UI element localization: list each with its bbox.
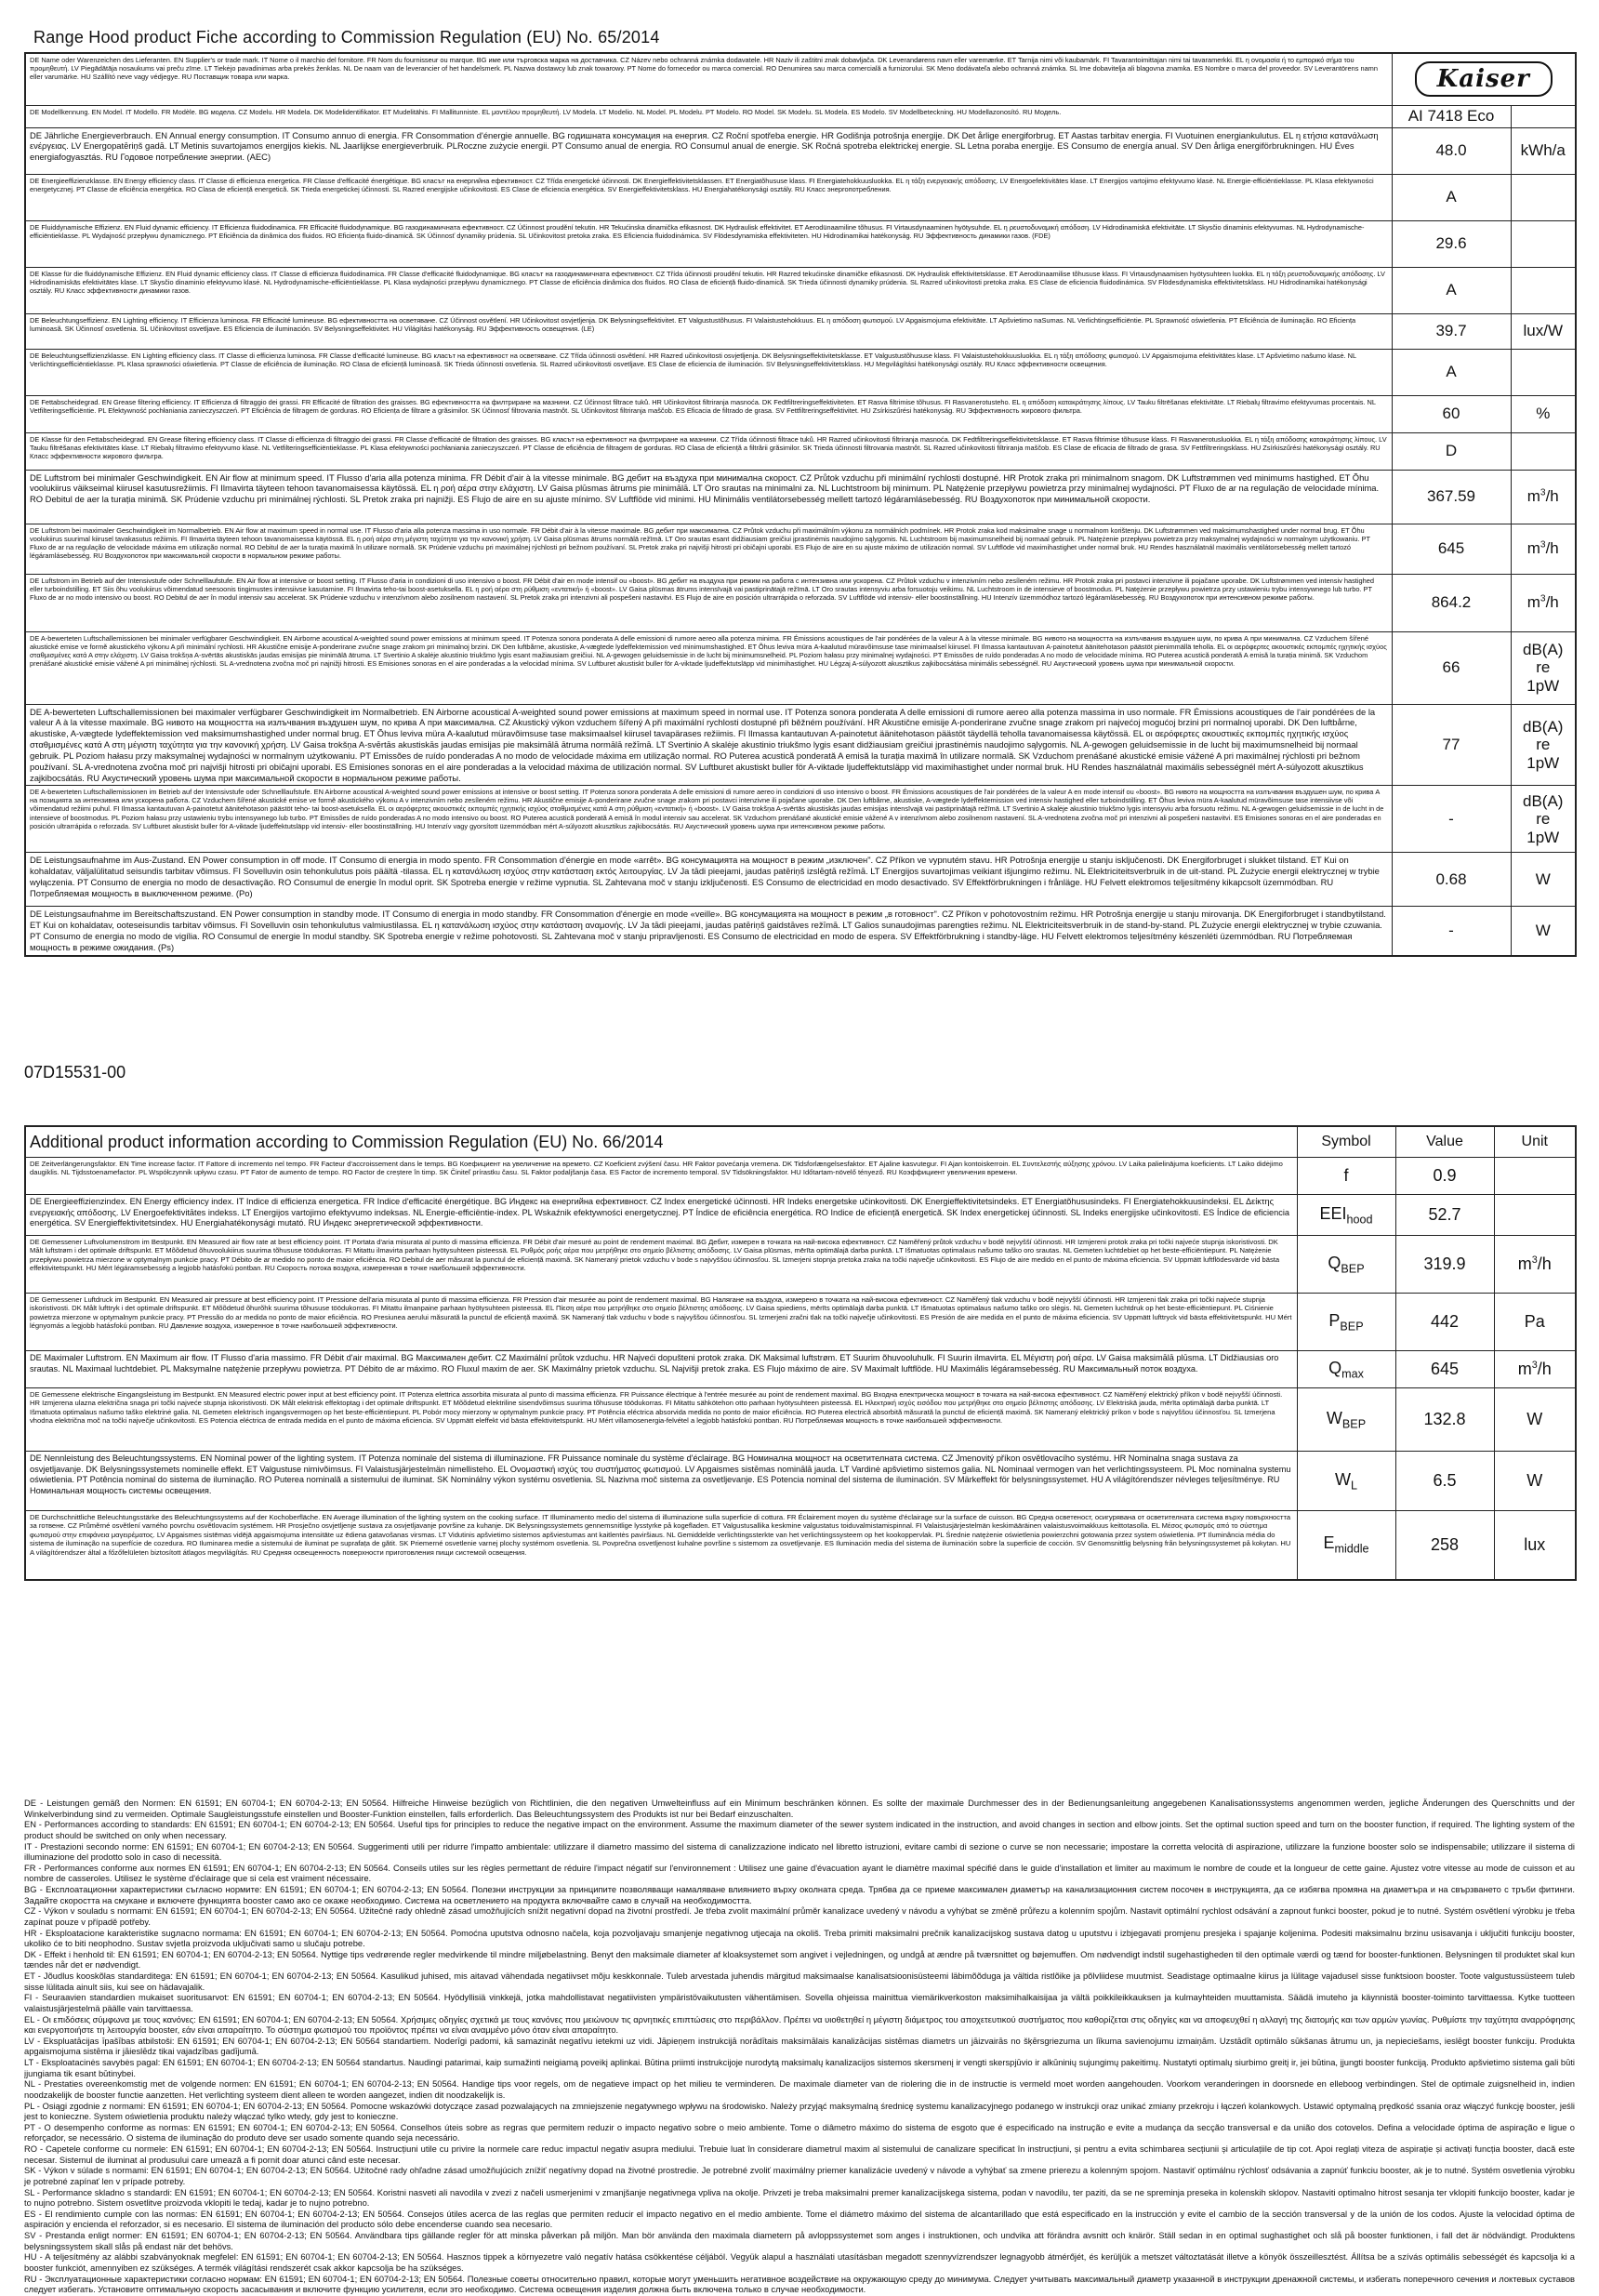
fiche-row-description: DE Modellkennung. EN Model. IT Modello. FR Modèle. BG модела. CZ Modelu. HR Modela. DK Modelidentifikator. ET Mudelitähis. FI Mallitunniste. EL μοντέλου προμηθευτή. LV Modela. LT Modelio. NL Model. PL Modelu. PT Modelo. RO Model. SK Modelu. SL Modela. ES Modelo. SV Modellbeteckning. HU Modellazonosító. RU Модель. bbox=[25, 105, 1392, 127]
fiche-row bbox=[25, 631, 1576, 704]
fiche-row-value: AI 7418 Eco bbox=[1392, 105, 1511, 127]
additional-title: Additional product information according to Commission Regulation (EU) No. 66/2014 bbox=[25, 1126, 1297, 1158]
fiche-row bbox=[25, 174, 1576, 220]
fiche-row-unit: $m^3/h$ bbox=[1511, 574, 1576, 631]
footer-note: NL - Prestaties overeenkomstig met de volgende normen: EN 61591; EN 60704-1; EN 60704-2-13; EN 50564. Handige tips voor regels, om de negatieve impact op het milieu te verminderen. De maximale diameter van de riolering die in de instructie is vermeld moet worden aangehouden. Voorkom veranderingen in doorsnede en elleboog verbindingen. Stel de optimale zuigsnelheid in, indien noodzakelijk de booster functie aanzetten. Het verlichting systeem dient alleen te worden aangezet, indien dit noodzakelijk is. bbox=[24, 2079, 1575, 2100]
fiche-row-unit bbox=[1511, 220, 1576, 267]
additional-row-value: 319.9 bbox=[1395, 1236, 1494, 1294]
fiche-row-description: DE A-bewerteten Luftschallemissionen bei maximaler verfügbarer Geschwindigkeit im Normalbetrieb. EN Airborne acoustical A-weighted sound power emissions at maximum speed in normal use. IT Potenza sonora ponderata A delle emissioni di rumore aereo alla potenza massima in uso normale. FR Émissions acoustiques de l'air pondérées de la valeur A à la vitesse maximale. BG нивото на мощността на излъчвания въздушен шум, по крива А при максимална. CZ Akustický výkon vzduchem šířený A při maximální rychlosti dostupné při běžném používání. HR Akustične emisije A-ponderirane zvučne snage zrakom pri najvećoj mogućoj brzini pri normalnoj uporabi. DK Den luftbårne, akustiske, A-vægtede lydeffektemission ved maksimumshastighed under normal brug. ET Õhus leviva müra A-kaalutud müravõimsuse tase maksimaalsel kiirusel tavapärases režiimis. FI Ilmassa kantautuvan A-painotetut äänitehotason päästöt täydellä teholla tavanomaisessa käytössä. EL οι αερόφερτες ακουστικές εκπομπές ηχητικής ισχύος σταθμισμένες κατά Α στη μέγιστη ταχύτητα για την κανονική χρήση. LV Gaisa trokšņa A-svērtās akustiskās jaudas emisijas pie maksimālā ātruma normālā režīmā. LT Svertinio A skalėje akustinio triukšmo lygis esant didžiausiam greičiui įprastinėmis naudojimo sąlygomis. NL A-gewogen geluidsemissie in de lucht bij maximumsnelheid bij normaal gebruik. PL Poziom hałasu przy maksymalnej wydajności w normalnym użytkowaniu. PT Emissões de ruído ponderadas A no modo de velocidade máxima em utilização normal. RO Puterea acustică ponderată A emisă la turația maximă în utilizare normală. SK Vzduchom prenášané akustické emisie vážené A pri maximálnej rýchlosti pri bežnom používaní. SL A-vrednotena zvočna moč pri najvišji hitrosti pri običajni uporabi. ES Emisiones sonoras en el aire ponderadas a la velocidad máxima de utilización normal. SV Luftburet akustiskt buller för A-viktade ljudeffektutsläpp vid maximihastighet under normal bruk. HU Rendes használatnál maximális sebességnél mért A-súlyozott akusztikus zajkibocsátás. RU Акустический уровень шума при максимальной скорости в нормальном режиме работы. bbox=[25, 704, 1392, 786]
additional-row-symbol: $EEI_{hood}$ bbox=[1297, 1195, 1395, 1236]
fiche-row-description: DE Leistungsaufnahme im Aus-Zustand. EN Power consumption in off mode. IT Consumo di energia in modo spento. FR Consommation d'énergie en mode «arrêt». BG консумацията на мощност в режим „изключен". CZ Příkon ve vypnutém stavu. HR Potrošnja energije u stanju isključenosti. DK Energiforbruget i slukket tilstand. ET Kui on kohaldatav, väljalülitatud seisundis tarbitav võimsus. FI Sovelluvin osin tehonkulutus pois päältä -tilassa. EL η κατανάλωση ισχύος στην κατάσταση εκτός λειτουργίας. LV Ja tādi pieejami, jaudas patēriņš izslēgtā režīmā. LT Energijos suvartojimas veikiant išjungimo režimu. NL Elektriciteitsverbruik in de uit-stand. PL Zużycie energii elektrycznej w trybie wyłączenia. PT Consumo de energia no modo de desactivação. RO Consumul de energie în modul oprit. SK Spotreba energie v režime vypnutia. SL Zahtevana moč v stanju izključenosti. ES Consumo de electricidad en modo desactivado. SV Effektförbrukningen i frånläge. HU Felvett elektromos teljesítmény kikapcsolt üzemmódban. RU Потребляемая мощность в выключенном режиме. (Po) bbox=[25, 853, 1392, 907]
fiche-row-value: A bbox=[1392, 267, 1511, 313]
fiche-row-value: - bbox=[1392, 786, 1511, 853]
fiche-row-unit: $m^3/h$ bbox=[1511, 470, 1576, 524]
footer-note: SL - Performance skladno s standardi: EN 61591; EN 60704-1; EN 60704-2-13; EN 50564. Koristni nasveti ali navodila v zvezi z načeli usmerjenimi v zmanjšanje negativnega vpliva na okolje. Privzeti je treba maksimalni premer kanalizacijskega sistema, podan v navodilu, ter paziti, da se ne spreminja preseka in kolenskih sklopov. Nastaviti optimalno hitrost sesanja ter vklopiti funkcijo booster, kadar je to nujno potrebno. Sistem osvetlitve proizvoda vklopiti le tedaj, kadar je to nujno potrebno. bbox=[24, 2187, 1575, 2209]
additional-row-description: DE Nennleistung des Beleuchtungssystems. EN Nominal power of the lighting system. IT Potenza nominale del sistema di illuminazione. FR Puissance nominale du système d'éclairage. BG Номинална мощност на осветителната система. CZ Jmenovitý příkon osvětlovacího systému. HR Nominalna snaga sustava za osvjetljavanje. DK Belysningssystemets nominelle effekt. ET Valgustuse nimivõimsus. FI Valaistusjärjestelmän nimellisteho. EL Ονομαστική ισχύς του συστήματος φωτισμού. LV Apgaismes sistēmas nominālā jauda. LT Vardinė apšvietimo sistemos galia. NL Nominaal vermogen van het verlichtingssysteem. PL Moc nominalna systemu oświetlenia. PT Potência nominal do sistema de iluminação. RO Puterea nominală a sistemului de iluminat. SK Nominálny výkon systému osvetlenia. SL Nazivna moč sistema za osvetljevanje. ES Potencia nominal del sistema de iluminación. SV Märkeffekt för belysningssystemet. HU A világítórendszer névleges teljesítménye. RU Номинальная мощность системы освещения. bbox=[25, 1452, 1297, 1511]
additional-row-value: 6.5 bbox=[1395, 1452, 1494, 1511]
footer-note: DK - Effekt i henhold til: EN 61591; EN 60704-1; EN 60704-2-13; EN 50564. Nyttige tips vedrørende regler medvirkende til mindre miljøbelastning. Benyt den maksimale diameter af kloaksystemet som angivet i vejledningen, og undgå at ændre på tværsnittet og bøjemuffen. Om nødvendigt indstil sugehastigheden til den optimale værdi og tænd for booster-funktionen. Belysningen til produktet skal kun tændes når det er nødvendigt. bbox=[24, 1949, 1575, 1971]
additional-row bbox=[25, 1294, 1576, 1351]
fiche-row-unit: $m^3/h$ bbox=[1511, 524, 1576, 574]
additional-row-description: DE Gemessene elektrische Eingangsleistung im Bestpunkt. EN Measured electric power input at best efficiency point. IT Potenza elettrica assorbita misurata al punto di massima efficienza. FR Puissance électrique à l'entrée mesurée au point de rendement maximal. BG Входна електрическа мощност в точката на най-висока ефективност. CZ Naměřený elektrický příkon v bodě nejvyšší účinnosti. HR Izmjerena ulazna električna snaga pri točki najveće stupnja iskoristivosti. DK Målt elektrisk effektoptag i det optimale driftspunkt. ET Mõõdetud elektriline sisendvõimsus suurima tõhususe töödukorras. FI Mitattu sähkötehon otto parhaan hyötysuhteen pisteessä. EL Ηλεκτρική ισχύς εισόδου που μετρήθηκε στο σημείο βέλτιστης απόδοσης. LV Elektriskā jauda, mērīta optimālajā darba punktā. LT Išmatuota optimalaus našumo taško elektrinė galia. NL Gemeten elektrisch ingangsvermogen op het beste-efficiëntiepunt. PL Pobór mocy mierzony w optymalnym punkcie pracy. PT Potência eléctrica absorvida medida no ponto de maior eficiência. RO Puterea electrică absorbită măsurată la punctul de eficiență maximă. SK Nameraný elektrický príkon v bode s najvyššou účinnosťou. SL Izmerjena vhodna električna moč na točki največje učinkovitosti. ES Potencia eléctrica de entrada medida en el punto de máxima eficiencia. SV Uppmätt eleffekt vid bästa effektivitetspunkt. HU Mért villamosenergia-felvétel a legjobb hatásfokú pontban. RU Потребляемая мощность в точке наибольшей эффективности. bbox=[25, 1388, 1297, 1452]
document-code: 07D15531-00 bbox=[24, 1063, 126, 1082]
fiche-table bbox=[24, 52, 1577, 957]
fiche-row-unit bbox=[1511, 349, 1576, 395]
fiche-row bbox=[25, 432, 1576, 470]
additional-row-description: DE Maximaler Luftstrom. EN Maximum air flow. IT Flusso d'aria massimo. FR Débit d'air maximal. BG Максимален дебит. CZ Maximální průtok vzduchu. HR Najveći dopušteni protok zraka. DK Maksimal luftstrøm. ET Suurim õhuvooluhulk. FI Suurin ilmavirta. EL Μέγιστη ροή αέρα. LV Gaisa maksimālā plūsma. LT Didžiausias oro srautas. NL Maximaal luchtdebiet. PL Maksymalne natężenie przepływu powietrza. PT Débito de ar máximo. RO Fluxul maxim de aer. SK Maximálny prietok vzduchu. SL Najvišji pretok zraka. ES Flujo máximo de aire. SV Maximalt luftflöde. HU Maximális légáramsebesség. RU Максимальный поток воздуха. bbox=[25, 1351, 1297, 1388]
additional-row-unit: $m^3/h$ bbox=[1494, 1351, 1576, 1388]
fiche-row-unit: % bbox=[1511, 395, 1576, 432]
additional-row-symbol: $Q_{BEP}$ bbox=[1297, 1236, 1395, 1294]
footer-notes bbox=[24, 1798, 1575, 2295]
additional-row-description: DE Zeitverlängerungsfaktor. EN Time increase factor. IT Fattore di incremento nel tempo. FR Facteur d'accroissement dans le temps. BG Коефициент на увеличение на времето. CZ Koeficient zvýšení času. HR Faktor povećanja vremena. DK Tidsforlængelsesfaktor. ET Ajaline kasvutegur. FI Ajan kontoiskerroin. EL Συντελεστής αύξησης χρόνου. LV Laika palielinājuma koeficients. LT Laiko didėjimo daugiklis. NL Tijdsstoenamefactor. PL Współczynnik upływu czasu. PT Fator de aumento de tempo. RO Factor de creștere în timp. SK Činiteľ prírastku času. SL Faktor podaljšanja časa. ES Factor de incremento temporal. SV Tidsökningsfaktor. HU Időtartam-növelő tényező. RU Коэффициент увеличения времени. bbox=[25, 1158, 1297, 1195]
additional-row-unit bbox=[1494, 1195, 1576, 1236]
additional-row-value: 442 bbox=[1395, 1294, 1494, 1351]
fiche-row bbox=[25, 105, 1576, 127]
footer-note: PT - O desempenho conforme as normas: EN 61591; EN 60704-1; EN 60704-2-13; EN 50564. Conselhos úteis sobre as regras que permitem reduzir o impacto negativo sobre o meio ambiente. Tome o diâmetro máximo do sistema de esgoto que é especificado na instrução e evite a mudança da secção transversal e da união dos cotovelos. Defina a velocidade óptima de aspiração e ligue o reforçador, se necessário. O sistema de iluminação do produto deve ser usado somente quando seja necessário. bbox=[24, 2122, 1575, 2143]
fiche-row bbox=[25, 220, 1576, 267]
footer-note: FI - Seuraavien standardien mukaiset suoritusarvot: EN 61591; EN 60704-1; EN 60704-2-13; EN 50564. Hyödyllisiä vinkkejä, jotka mahdollistavat negatiivisten ympäristövaikutusten vähentämisen. Sovella ohjeissa mainittua viemärikverkoston maksimihalkaisijaa ja vältä poikkileikkauksen ja kulmayhteiden muuttamista. Säädä imuteho ja käynnistä booster-toiminto tarvittaessa. Kytke tuotteen valaistusjärjestelmä päälle vain tarvittaessa. bbox=[24, 1993, 1575, 2013]
additional-row-unit: $m^3/h$ bbox=[1494, 1236, 1576, 1294]
fiche-row bbox=[25, 349, 1576, 395]
brand-logo-cell bbox=[1392, 53, 1576, 105]
additional-row-description: DE Gemessener Luftvolumenstrom im Bestpunkt. EN Measured air flow rate at best efficiency point. IT Portata d'aria misurata al punto di massima efficienza. FR Débit d'air mesuré au point de rendement maximal. BG Дебит, измерен в точката на най-висока ефективност. CZ Naměřený průtok vzduchu v bodě nejvyšší účinnosti. HR Izmjereni protok zraka pri točki najveće stupnja iskoristivosti. DK Målt luftstrøm i det optimale driftspunkt. ET Mõõdetud õhuvoolukiirus suurima tõhususe töödukorras. FI Mitattu ilmavirta parhaan hyötysuhteen pisteessä. EL Ρυθμός ροής αέρα που μετρήθηκε στο σημείο βέλτιστης απόδοσης. LV Gaisa plūsmas, mērīta optimālajā darba punktā. LT Išmatuotas optimalaus našumo taško oro srautas. NL Gemeten luchtdebiet op het beste-efficiëntiepunt. PL Natężenie przepływu powietrza mierzone w optymalnym punkcie pracy. PT Débito de ar medido no ponto de maior eficiência. RO Debitul de aer măsurat la punctul de eficiență maximă. SK Nameraný prietok vzduchu v bode s najvyššou účinnosťou. SL Izmerjeni stopnja pretoka zraka na točki največje učinkovitosti. ES Flujo de aire medido en el punto de máxima eficiencia. SV Uppmätt luftflödesvärde vid bästa effektivitetspunkt. HU Mért légáramsebesség a legjobb hatásfokú pontban. RU Скорость потока воздуха, измеренная в точке наибольшей эффективности. bbox=[25, 1236, 1297, 1294]
additional-row-value: 132.8 bbox=[1395, 1388, 1494, 1452]
unit-header: Unit bbox=[1494, 1126, 1576, 1158]
additional-row-description: DE Durchschnittliche Beleuchtungsstärke des Beleuchtungssystems auf der Kochoberfläche. EN Average illumination of the lighting system on the cooking surface. IT Illuminamento medio del sistema di illuminazione sulla superficie di cottura. FR Éclairement moyen du système d'éclairage sur la surface de cuisson. BG Средна осветеност, осигурявана от осветителната система върху повърхността за готвене. CZ Průměrné osvětlení varného povrchu osvětlovacím systémem. HR Prosječno osvjetljenje sustava za osvjetljavanje površine za kuhanje. DK Belysningssystemets gennemsnitlige lysstyrke på kogefladen. ET Valgustusallika keskmine valgustatus toiduvalmistamispinnal. FI Valaistusjärjestelmän keskimääräinen valaistusvoimakkuus keittotasolla. EL Μέσος φωτισμός από το σύστημα φωτισμού στην επιφάνεια μαγειρέματος. LV Apgaismes sistēmas vidējā apgaismojuma intensitāte uz ēdiena gatavošanas virsmas. LT Vidutinis apšvietimo sistemos apšviestumas ant kaitlentės paviršiaus. NL Gemiddelde verlichtingssterkte van het verlichtingssysteem op het kookoppervlak. PL Średnie natężenie oświetlenia powierzchni gotowania przez system oświetlenia. PT Iluminância média do sistema de iluminação na superfície de cozedura. RO Iluminarea medie a sistemului de iluminat pe suprafața de gătit. SK Priemerné osvetlenie varnej plochy systémom osvetlenia. SL Povprečna osvetljenost kuhalne površine s sistemom za osvetljevanje. ES Iluminación media del sistema de iluminación sobre la superficie de cocción. SV Genomsnittlig belysning från belysningssystemet på kokytan. HU A világítórendszer által a főzőfelületen biztosított átlagos megvilágítás. RU Средняя освещенность поверхности приготовления пищи системой освещения. bbox=[25, 1511, 1297, 1580]
fiche-row-value: 48.0 bbox=[1392, 127, 1511, 174]
fiche-row-unit bbox=[1511, 105, 1576, 127]
fiche-row-description: DE Klasse für den Fettabscheidegrad. EN Grease filtering efficiency class. IT Classe di efficienza di filtraggio dei grassi. FR Classe d'efficacité de filtration des graisses. BG класът на ефективност на филтриране на мазнини. CZ Třída účinnosti filtrace tuků. HR Razred učinkovitosti filtriranja masnoća. DK Fedtfiltreringseffektivitetsklasse. ET Rasva filtrimise tõhususe klass. FI Rasvanerotusluokka. EL η τάξη απόδοσης κατακράτησης λίπους. LV Tauku filtrēšanas efektivitātes klase. LT Riebalų filtravimo efektyvumo klasė. NL Vetfilteringsefficiëntieklasse. PL Klasa efektywności pochłaniania zanieczyszczeń. PT Classe de eficiência de filtragem de gorduras. RO Clasa de eficiență a filtrării grăsimilor. SK Trieda účinnosti filtrovania mastnôt. SL Razred učinkovitosti filtriranja maščob. ES Clase de eficacia de filtrado de grasa. SV Fettfiltreringsklass. HU Zsírkiszűrési hatékonysági osztály. RU Класс эффективности жирового фильтра. bbox=[25, 432, 1392, 470]
fiche-row-value: 29.6 bbox=[1392, 220, 1511, 267]
additional-row-symbol: $W_L$ bbox=[1297, 1452, 1395, 1511]
footer-note: IT - Prestazioni secondo norme: EN 61591; EN 60704-1; EN 60704-2-13; EN 50564. Suggerimenti utili per ridurre l'impatto ambientale: utilizzare il diametro massimo del sistema di canalizzazione indicato nel libretto istruzioni, evitare cambi di sezione o curve se non necessarie; impostare la corretta velocità di aspirazione, utilizzare la funzione booster solo se indispensabile; utilizzare il sistema di illuminazione del prodotto solo in caso di necessità. bbox=[24, 1841, 1575, 1863]
fiche-row bbox=[25, 127, 1576, 174]
fiche-row-description: DE Luftstrom im Betrieb auf der Intensivstufe oder Schnelllaufstufe. EN Air flow at intensive or boost setting. IT Flusso d'aria in condizioni di uso intensivo o boost. FR Débit d'air en mode intensif ou «boost». BG дебит на въздуха при режим на работа с интензивна или ускорена. CZ Průtok vzduchu v intenzivním nebo zesíleném režimu. HR Protok zraka pri postavci intenzivne ili pojačane uporabe. DK Luftstrømmen ved intensiv hastighed eller turboindstilling. ET Siis õhu voolukiirus võimendatud seesoonis tingimustes intensiivse kasutamine. FI Ilmavirta teho-tai boost-asetuksella. EL η ροή αέρα στη ρύθμιση «εντατική» ή «boost». LV Gaisa plūsmas ātrums intensīvajā vai pastiprinātajā režīmā. LT Oro srautas intensyviu arba forsuotoju veikimu. NL Luchtstroom in de intensieve of boostmodus. PL Natężenie przepływu powietrza przy ustawieniu trybu intensywnego lub turbo. PT Fluxo de ar no modo intensivo ou boost. RO Debitul de aer în modul intensiv sau accelerat. SK Prúdenie vzduchu v intenzívnom alebo zosilnenom nastavení. SL Pretok zraka pri intenzivni ali pospešeni nastavitvi. ES Flujo de aire en posición ultrarrápida o reforzada. SV Luftflöde vid intensiv- eller boostinställning. HU Intenzív üzemmódhoz tartozó légáramlásebesség. RU Воздухопоток при интенсивном режиме работы. bbox=[25, 574, 1392, 631]
footer-note: LV - Ekspluatācijas īpašības atbilstoši: EN 61591; EN 60704-1; EN 60704-2-13; EN 50564 standartiem. Noderīgi padomi, kā samazināt negatīvu ietekmi uz vidi. Jāpieņem instrukcijā norādītais maksimālais kanalizācijas sistēmas diametrs un jāizvairās no šķērsgriezuma un līkuma savienojumu izmaiņām. Uzstādīt optimālo sūkšanas ātrumu un, ja nepieciešams, ieslēgt booster funkciju. Produkta apgaismojuma sistēma ir jāieslēdz tikai vajadzības gadījumā. bbox=[24, 2036, 1575, 2057]
additional-row-unit: lux bbox=[1494, 1511, 1576, 1580]
fiche-row-description: DE Fluiddynamische Effizienz. EN Fluid dynamic efficiency. IT Efficienza fluidodinamica. FR Efficacité fluidodynamique. BG газодинамичната ефективност. CZ Účinnost proudění tekutin. HR Tekućinska dinamička efikasnost. DK Hydraulisk effektivitet. ET Aerodünaamiline tõhusus. FI Virtausdynaaminen hyötysuhde. EL η ρευστοδυναμική απόδοση. LV Hidrodinamiskā efektivitāte. LT Skysčio dinaminis efektyvumas. NL Hydrodynamische-efficiëntieklasse. PL Wydajność przepływu dynamicznego. PT Eficiência da dinâmica dos fluidos. RO Eficiența fluido-dinamică. SK Účinnosť dynamiky prúdenia. SL Učinkovitost pretoka zraka. ES Eficiencia fluidodinámica. SV Flödesdynamiska effektiviteten. HU Hidrodinamikai hatékonyság. RU Эффективность динамики газов. (FDE) bbox=[25, 220, 1392, 267]
fiche-row bbox=[25, 53, 1576, 105]
footer-note: CZ - Výkon v souladu s normami: EN 61591; EN 60704-1; EN 60704-2-13; EN 50564. Užitečné rady ohledně zásad umožňujících snížit negativní dopad na životní prostředí. Je třeba zvolit maximální průměr kanalizace uvedený v návodu a vyhýbat se změně průřezu a kolenním spojům. Nastavit optimální rychlost odsávání a zapnout funkci booster, pokud je to nutné. Systém osvětlení výrobku je třeba zapínat pouze v případě potřeby. bbox=[24, 1906, 1575, 1927]
additional-row bbox=[25, 1351, 1576, 1388]
fiche-row-value: 0.68 bbox=[1392, 853, 1511, 907]
footer-note: FR - Performances conforme aux normes EN 61591; EN 60704-1; EN 60704-2-13; EN 50564. Conseils utiles sur les règles permettant de réduire l'impact négatif sur l'environnement : Utilisez une gaine d'évacuation ayant le diamètre maximal spécifié dans le guide d'installation et limiter au maximum le nombre de coude et la longueur de cette gaine. Ajustez votre vitesse au mode de cuisson et au nombre de casseroles. Utilisez le système d'éclairage que si cela est vraiment nécessaire. bbox=[24, 1863, 1575, 1884]
symbol-header: Symbol bbox=[1297, 1126, 1395, 1158]
footer-note: EN - Performances according to standards: EN 61591; EN 60704-1; EN 60704-2-13; EN 50564. Useful tips for principles to reduce the negative impact on the environment. Assume the maximum diameter of the sewer system indicated in the instruction, and avoid changes in section and elbow joints. Set the optimal suction speed and turn on the booster function, if required. The lighting system of the product should be switched on only when necessary. bbox=[24, 1820, 1575, 1840]
fiche-row-value: 39.7 bbox=[1392, 313, 1511, 349]
fiche-row-value: A bbox=[1392, 174, 1511, 220]
additional-row-value: 52.7 bbox=[1395, 1195, 1494, 1236]
additional-row-unit: W bbox=[1494, 1388, 1576, 1452]
additional-row-symbol: $Q_{max}$ bbox=[1297, 1351, 1395, 1388]
fiche-row bbox=[25, 786, 1576, 853]
additional-row-symbol: $P_{BEP}$ bbox=[1297, 1294, 1395, 1351]
fiche-row bbox=[25, 395, 1576, 432]
additional-row bbox=[25, 1236, 1576, 1294]
fiche-row-value: 864.2 bbox=[1392, 574, 1511, 631]
footer-note: HU - A teljesítmény az alábbi szabványoknak megfelel: EN 61591; EN 60704-1; EN 60704-2-13; EN 50564. Hasznos tippek a környezetre való negatív hatása csökkentése céljából. Vegyük alapul a használati utasításban megadott szennyvízrendszer legnagyobb átmérőjét, és kerüljük a metszet változtatását illetve a könyök összeillesztést. Állítsa be a szívás optimális sebességét és kapcsolja ki a booster funkciót, amennyiben ez szükséges. A termék világítási rendszerét csak akkor kapcsolja be ha szükséges. bbox=[24, 2252, 1575, 2273]
additional-row-unit bbox=[1494, 1158, 1576, 1195]
fiche-row bbox=[25, 853, 1576, 907]
footer-note: PL - Osiągi zgodnie z normami: EN 61591; EN 60704-1; EN 60704-2-13; EN 50564. Pomocne wskazówki dotyczące zasad pozwalających na zmniejszenie negatywnego wpływu na środowisko. Należy przyjąć maksymalną średnicę systemu kanalizacyjnego podanego w instrukcji oraz unikać zmiany przekroju i łączeń kolankowych. Ustawić optymalną prędkość ssania oraz włączyć funkcję booster, jeśli jest to konieczne. System oświetlenia produktu należy włączać tylko wtedy, gdy jest to konieczne. bbox=[24, 2101, 1575, 2122]
fiche-row bbox=[25, 470, 1576, 524]
additional-row-value: 645 bbox=[1395, 1351, 1494, 1388]
additional-row-value: 0.9 bbox=[1395, 1158, 1494, 1195]
fiche-row-unit: dB(A) re 1pW bbox=[1511, 704, 1576, 786]
fiche-row-value: 60 bbox=[1392, 395, 1511, 432]
additional-row bbox=[25, 1452, 1576, 1511]
fiche-row-description: DE Leistungsaufnahme im Bereitschaftszustand. EN Power consumption in standby mode. IT Consumo di energia in modo standby. FR Consommation d'énergie en mode «veille». BG консумацията на мощност в режим „в готовност". CZ Příkon v pohotovostním režimu. HR Potrošnja energije u stanju mirovanja. DK Energiforbruget i standbytilstand. ET Kui on kohaldatav, ooteseisundis tarbitav võimsus. FI Sovelluvin osin tehonkulutus valmiustilassa. EL η κατανάλωση ισχύος στην κατάσταση αναμονής. LV Ja tādi pieejami, jaudas patēriņš gaidstāves režīmā. LT Galios sunaudojimas parengties režimu. NL Elektriciteitsverbruik in de stand-by-stand. PL Zużycie energii elektrycznej w trybie czuwania. PT Consumo de energia no modo de vigília. RO Consumul de energie în modul standby. SK Spotreba energie v režime pohotovosti. SL Zahtevana moč v stanju pripravljenosti. ES Consumo de electricidad en modo de espera. SV Effektförbrukning i standby-läge. HU Felvett elektromos teljesítmény készenléti üzemmódban. RU Потребляемая мощность в режиме ожидания. (Ps) bbox=[25, 907, 1392, 956]
fiche-row-description: DE A-bewerteten Luftschallemissionen im Betrieb auf der Intensivstufe oder Schnelllaufstufe. EN Airborne acoustical A-weighted sound power emissions at intensive or boost setting. IT Potenza sonora ponderata A delle emissioni di rumore aereo in condizioni di uso intensivo o boost. FR Émissions acoustiques de l'air pondérées de la valeur A en mode intensif ou «boost». BG нивото на мощността на излъчвания въздушен шум, по крива А на позицията за интензивна или ускорена работа. CZ Vzduchem šířené akustické emise ve formě akustického výkonu A v intenzivním nebo zesíleném režimu. HR Akustične emisije A-ponderirane zvučne snage zrakom pri postavci intenzivne ili pojačane uporabe. DK Den luftbårne, akustiske, A-vægtede lydeffektemission ved intensiv hastighed eller turboindstilling. ET Õhus leviva müra A-kaalutud müravõimsuse tase intensiivse või võimendatud režiimi puhul. FI Ilmassa kantautuvan A-painotetut äänitehotason päästöt teho- tai boost-asetuksella. EL οι αερόφερτες ακουστικές εκπομπές ηχητικής ισχύος σταθμισμένες κατά Α στη ρύθμιση «εντατική» ή «boost». LV Gaisa trokšņa A-svērtās akustiskās jaudas emisijas intensīvajā vai pastiprinātajā režīmā. LT Svertinio A skalėje akustinio triukšmo lygis intensyviu arba forsuotu režimu. NL A-gewogen geluidsemissie in de lucht in de intensieve of boostmodus. PL Poziom hałasu przy ustawieniu trybu intensywnego lub turbo. PT Emissões de ruído ponderadas A no modo intensivo ou boost. RO Puterea acustică ponderată A emisă în modul intensiv sau accelerat. SK Vzduchom prenášané akustické emisie vážené A v intenzívnom alebo zosilnenom nastavení. SL A-vrednotena zvočna moč pri intenzivni ali pospešeni nastavitvi. ES Emisiones sonoras en el aire ponderadas en posición ultrarrápida o reforzada. SV Luftburet akustiskt buller för A-viktade ljudeffektutsläpp vid intensiv- eller boostinställning. HU Intenzív vagy gyorsított üzemmódban mért A-súlyozott akusztikus zajkibocsátás. RU Акустический уровень шума при интенсивном режиме работы. bbox=[25, 786, 1392, 853]
fiche-row-unit bbox=[1511, 174, 1576, 220]
fiche-row-description: DE Energieeffizienzklasse. EN Energy efficiency class. IT Classe di efficienza energetica. FR Classe d'efficacité énergétique. BG класът на енергийна ефективност. CZ Třída energetické účinnosti. DK Energieffektivitetsklassen. ET Energiatõhususe klass. FI Energiatehokkuusluokka. EL η τάξη ενεργειακής απόδοσης. LV Energoefektivitātes klase. LT Energijos vartojimo efektyvumo klasė. NL Energie-efficiëntieklasse. PL Klasa efektywności energetycznej. PT Classe de eficiência energética. RO Clasa de eficiență energetică. SK Trieda energetickej účinnosti. SL Razred energijske učinkovitosti. ES Clase de eficiencia energética. SV Energieffektivitetsklass. HU Energiahatékonysági osztály. RU Класс энергопотребления. bbox=[25, 174, 1392, 220]
fiche-row-value: 66 bbox=[1392, 631, 1511, 704]
fiche-title: Range Hood product Fiche according to Commission Regulation (EU) No. 65/2014 bbox=[33, 28, 660, 46]
fiche-row-description: DE Luftstrom bei maximaler Geschwindigkeit im Normalbetrieb. EN Air flow at maximum speed in normal use. IT Flusso d'aria alla potenza massima in uso normale. FR Débit d'air à la vitesse maximale. BG дебит при максимална. CZ Průtok vzduchu při maximálním výkonu za normálních podmínek. HR Protok zraka kod maksimalne snage u normalnom korištenju. DK Luftstrømmen ved maksimumshastighed under normal brug. ET Õhu voolukiirus suurimal kiirusel tavakasutus režiimis. FI Ilmavirta täyteen tehoon tavanomaisessa käytössä. EL η ροή αέρα στη μέγιστη ταχύτητα για την κανονική χρήση. LV Gaisa plūsmas ātrums normālā režīmā. LT Oro srautas esant didžiausiam greičiui įprastinėmis naudojimo sąlygomis. NL Luchtstroom bij maximumsnelheid bij normaal gebruik. PL Natężenie przepływu powietrza przy maksymalnej wydajności w normalnym użytkowaniu. PT Fluxo de ar na regulação de velocidade máxima em utilização normal. RO Debitul de aer la turația maximă în utilizare normală. SK Prúdenie vzduchu pri maximálnej rýchlosti pri bežnom používaní. SL Pretok zraka pri najvišji hitrosti pri običajni uporabi. ES Flujo de aire en su ajuste máximo de utilización normal. SV Luftflöde vid maximihastighet under normal bruk. HU Rendes használatnál maximális ventilátorsebesség mellett tartozó légáramlásebesség. RU Воздухопоток при максимальной скорости в нормальном режиме работы. bbox=[25, 524, 1392, 574]
fiche-row-description: DE Name oder Warenzeichen des Lieferanten. EN Supplier's or trade mark. IT Nome o il marchio del fornitore. FR Nom du fournisseur ou marque. BG име или търговска марка на доставчика. CZ Název nebo ochranná známka dodavatele. HR Naziv ili zaštitni znak dobavljača. DK Leverandørens navn eller varemærke. ET Tarnija nimi või kaubamärk. FI Tavarantoimittajan nimi tai tavaramerkki. EL η ονομασία ή το εμπορικό σήμα του προμηθευτή. LV Piegādātāja nosaukums vai preču zīme. LT Tiekėjo pavadinimas arba prekės ženklas. NL De naam van de leverancier of het handelsmerk. PL Nazwa dostawcy lub znak towarowy. PT Nome do fornecedor ou marca comercial. RO Denumirea sau marca comercială a furnizorului. SK Meno dodávateľa alebo ochranná známka. SL Ime dobavitelja ali blagovna znamka. ES Nombre o marca del proveedor. SV Leverantörens namn eller varumärke. HU Szállító neve vagy védjegye. RU Поставщик товара или марка. bbox=[25, 53, 1392, 105]
fiche-row bbox=[25, 574, 1576, 631]
fiche-row-value: A bbox=[1392, 349, 1511, 395]
fiche-row-description: DE Beleuchtungseffizienz. EN Lighting efficiency. IT Efficienza luminosa. FR Efficacité lumineuse. BG ефективността на осветяване. CZ Účinnost osvětlení. HR Učinkovitost osvjetljenja. DK Belysningseffektivitet. ET Valgustustõhusus. FI Valaistustehokkuus. EL η απόδοση φωτισμού. LV Apgaismojuma efektivitāte. LT Apšvietimo naSumas. NL Verlichtingsefficiëntie. PL Sprawność oświetlenia. PT Eficiência de iluminação. RO Eficiența luminoasă. SK Účinnosť osvetlenia. SL Učinkovitost osvetljave. ES Eficiencia de iluminación. SV Belysningseffektivitet. HU Világítási hatékonyság. RU Эффективность освещения. (LE) bbox=[25, 313, 1392, 349]
footer-note: DE - Leistungen gemäß den Normen: EN 61591; EN 60704-1; EN 60704-2-13; EN 50564. Hilfreiche Hinweise bezüglich von Richtlinien, die den negativen Umwelteinfluss auf ein Minimum beschränken können. Es sollte der maximale Durchmesser des in der Bedienungsanleitung angegebenen Kanalisationssystems angenommen werden, jegliche Änderungen des Querschnitts und der Winkelverbindung sind zu vermeiden. Optimale Saugleistungsstufe einstellen und Booster-Funktion einstellen, falls erforderlich. Das Beleuchtungssystem des Produkts ist nur bei Bedarf einzuschalten. bbox=[24, 1798, 1575, 1819]
fiche-row-description: DE Jährliche Energieverbrauch. EN Annual energy consumption. IT Consumo annuo di energia. FR Consommation d'énergie annuelle. BG годишната консумация на енергия. CZ Roční spotřeba energie. HR Godišnja potrošnja energije. DK Det årlige energiforbrug. ET Aastas tarbitav energia. FI Vuotuinen energiankulutus. EL η ετήσια κατανάλωση ενέργειας. LV Energopatēriņš gadā. LT Metinis suvartojamos energijos kiekis. NL Jaarlijkse energieverbruik. PLRoczne zużycie energii. PT Consumo anual de energia. RO Consumul anual de energie. SK Ročná spotreba elektrickej energie. SL Letna poraba energije. ES Consumo de energía anual. SV Den årliga energiförbrukningen. HU Éves energiafogyasztás. RU Годовое потребление энергии. (AEC) bbox=[25, 127, 1392, 174]
fiche-row-description: DE Beleuchtungseffizienzklasse. EN Lighting efficiency class. IT Classe di efficienza luminosa. FR Classe d'efficacité lumineuse. BG класът на ефективност на осветяване. CZ Třída účinnosti osvětlení. HR Razred učinkovitosti osvjetljenja. DK Belysningseffektivitetsklasse. ET Valgustustõhususe klass. FI Valaistustehokkuusluokka. EL η τάξη απόδοσης φωτισμού. LV Apgaismojuma efektivitātes klase. LT Apšvietimo našumo klasė. NL Verlichtingsefficiëntieklasse. PL Klasa sprawności oświetlenia. PT Classe de eficiência de iluminação. RO Clasa de eficiență luminoasă. SK Trieda účinnosti osvetlenia. SL Razred učinkovitosti osvetljave. ES Clase de eficiencia de iluminación. SV Belysningseffektivitetsklass. HU Megvilágítási hatékonysági osztály. RU Класс эффективности освещения. bbox=[25, 349, 1392, 395]
additional-row-symbol: f bbox=[1297, 1158, 1395, 1195]
fiche-row-unit: W bbox=[1511, 853, 1576, 907]
additional-row-unit: W bbox=[1494, 1452, 1576, 1511]
fiche-row bbox=[25, 267, 1576, 313]
fiche-row-value: 367.59 bbox=[1392, 470, 1511, 524]
fiche-row-unit: dB(A) re 1pW bbox=[1511, 631, 1576, 704]
value-header: Value bbox=[1395, 1126, 1494, 1158]
footer-note: SV - Prestanda enligt normer: EN 61591; EN 60704-1; EN 60704-2-13; EN 50564. Användbara tips gällande regler för att minska påverkan på miljön. Man bör använda den maximala diametern på avloppssystemet som anges i instruktionen, och undvika att förändra avsnitt och knärör. Ställ sedan in en optimal sughastighet och slå på booster funktionen, i fall det är nödvändigt. Produktens belysningssystem skall slås på endast när det behövs. bbox=[24, 2231, 1575, 2251]
footer-note: RU - Эксплуатационные характеристики согласно нормам: EN 61591; EN 60704-1; EN 60704-2-13; EN 50564. Полезные советы относительно правил, которые могут уменьшить негативное воздействие на окружающую среду до минимума. Следует учитывать максимальный диаметр указанной в инструкции дренажной системы, и избегать поперечного сечения и локтевых суставов следует избегать. Установите оптимальную скорость засасывания и включите функцию усилителя, если это необходимо. Система освещения изделия должна быть включена только в случае необходимости. bbox=[24, 2274, 1575, 2295]
additional-row bbox=[25, 1195, 1576, 1236]
footer-note: ES - El rendimiento cumple con las normas: EN 61591; EN 60704-1; EN 60704-2-13; EN 50564. Consejos útiles acerca de las reglas que permiten reducir el impacto negativo en el medio ambiente. Tome el diámetro máximo del sistema de alcantarillado que está especificado en la instrucción y evite el cambio de la sección transversal y de la unión de los codos. Ajuste la velocidad óptima de aspiración y encienda el reforzador, si es necesario. El sistema de iluminación del producto sólo debe encenderse cuando sea necesario. bbox=[24, 2209, 1575, 2230]
fiche-row-description: DE A-bewerteten Luftschallemissionen bei minimaler verfügbarer Geschwindigkeit. EN Airborne acoustical A-weighted sound power emissions at minimum speed. IT Potenza sonora ponderata A delle emissioni di rumore aereo alla potenza minima. FR Émissions acoustiques de l'air pondérées de la valeur A à la vitesse minimale. BG нивото на мощността на излъчвания въздушен шум, по крива А при минимална. CZ Vzduchem šířené akustické emise ve formě akustického výkonu A při minimální rychlosti. HR Akustične emisije A-ponderirane zvučne snage zrakom pri minimalnoj brzini. DK Den luftbårne, akustiske, A-vægtede lydeffektemission ved minimumshastighed. ET Õhus leviva mürа A-kaalutud müravõimsuse tase minimaalsel kiirusel. FI Ilmassa kantautuvan A-painotetut äänitehotason päästöt pienimmällä teholla. EL οι αερόφερτες ακουστικές εκπομπές ηχητικής ισχύος σταθμισμένες κατά Α στην ελάχιστη. LV Gaisa trokšņa A-svērtās akustiskās jaudas emisijas pie minimālā ātruma. LT Svertinio A skalėje akustinio triukšmo lygis esant mažiausiam greičiui. NL A-gewogen geluidsemissie in de lucht bij minimumsnelheid. PL Poziom hałasu przy minimalnej wydajności. PT Emissões de ruído ponderadas A no modo de velocidade mínima. RO Puterea acustică ponderată A emisă la turația minimă. SK Vzduchom prenášané akustické emisie vážené A pri minimálnej rýchlosti. SL A-vrednotena zvočna moč pri najnižji hitrosti. ES Emisiones sonoras en el aire ponderadas a la velocidad mínima. SV Luftburet akustiskt buller för A-viktade ljudeffektutsläpp vid minimihastighet. HU Légzaj A-súlyozott akusztikus zajkibocsátása minimális sebességnél. RU Акустический уровень шума при минимальной скорости. bbox=[25, 631, 1392, 704]
fiche-row-value: - bbox=[1392, 907, 1511, 956]
additional-row-symbol: $E_{middle}$ bbox=[1297, 1511, 1395, 1580]
additional-row bbox=[25, 1388, 1576, 1452]
fiche-row-unit bbox=[1511, 267, 1576, 313]
additional-row bbox=[25, 1511, 1576, 1580]
footer-note: SK - Výkon v súlade s normami: EN 61591; EN 60704-1; EN 60704-2-13; EN 50564. Užitočné rady ohľadne zásad umožňujúcich znížiť negatívny dopad na životné prostredie. Je potrebné zvoliť maximálny priemer kanalizácie uvedený v návode a vyhýbať sa zmene prierezu a kolenným spojom. Nastaviť optimálnu rýchlosť odsávania a zapnúť funkciu booster, ak je to nutné. Systém osvetlenia výrobku je potrebné zapínať len v prípade potreby. bbox=[24, 2166, 1575, 2186]
fiche-row-unit: lux/W bbox=[1511, 313, 1576, 349]
fiche-row-value: 77 bbox=[1392, 704, 1511, 786]
additional-row-symbol: $W_{BEP}$ bbox=[1297, 1388, 1395, 1452]
additional-row-description: DE Gemessener Luftdruck im Bestpunkt. EN Measured air pressure at best efficiency point. IT Pressione dell'aria misurata al punto di massima efficienza. FR Pression d'air mesurée au point de rendement maximal. BG Налягане на въздуха, измерено в точката на най-висока ефективност. CZ Naměřený tlak vzduchu v bodě nejvyšší účinnosti. HR Izmjereni tlak zraka pri točki najveće stupnja iskoristivosti. DK Målt lufttryk i det optimale driftspunkt. ET Mõõdetud õhurõhk suurima tõhususe töödukorras. FI Mitattu ilmanpaine parhaan hyötysuhteen pisteessä. EL Πίεση αέρα που μετρήθηκε στο σημείο βέλτιστης απόδοσης. LV Gaisa spiediens, mērīts optimālajā darba punktā. LT Išmatuotas optimalaus našumo taško oro slėgis. NL Gemeten luchtdruk op het beste-efficiëntiepunt. PL Ciśnienie powietrza mierzone w optymalnym punkcie pracy. PT Pressão do ar medida no ponto de maior eficiência. RO Presiunea aerului măsurată la punctul de eficiență maximă. SK Nameraný tlak vzduchu v bode s najvyššou účinnosťou. SL Izmerjeni zračni tlak na točki največje učinkovitosti. ES Presión de aire medida en el punto de máxima eficiencia. SV Uppmätt lufttryck vid bästa effektivitetspunkt. HU Mért légnyomás a legjobb hatásfokú pontban. RU Давление воздуха, измеренное в точке наибольшей эффективности. bbox=[25, 1294, 1297, 1351]
fiche-row bbox=[25, 524, 1576, 574]
footer-note: EL - Οι επιδόσεις σύμφωνα με τους κανόνες: EN 61591; EN 60704-1; EN 60704-2-13; EN 50564. Χρήσιμες οδηγίες σχετικά με τους κανόνες που μειώνουν τις αρνητικές επιπτώσεις στο περιβάλλον. Πρέπει να υιοθετηθεί η μέγιστη διάμετρος του αποχετευτικού συστήματος που καθορίζεται στις οδηγίες και να αποφευχθεί η αλλαγή της διατομής και των αρμών γωνίας. Ρυθμίστε την ταχύτητα αναρρόφησης και ενεργοποιήστε τη λειτουργία booster, εάν είναι απαραίτητο. Το σύστημα φωτισμού του προϊόντος πρέπει να είναι αναμμένο μόνο όταν είναι απαραίτητο. bbox=[24, 2014, 1575, 2036]
fiche-row-description: DE Fettabscheidegrad. EN Grease filtering efficiency. IT Efficienza di filtraggio dei grassi. FR Efficacité de filtration des graisses. BG ефективността на филтриране на мазнини. CZ Účinnost filtrace tuků. HR Učinkovitost filtriranja masnoća. DK Fedtfiltreringseffektiviteten. ET Rasva filtrimise tõhusus. FI Rasvanerotusteho. EL η απόδοση κατακράτησης λίπους. LV Tauku filtrēšanas efektivitāte. LT Riebalų filtravimo efektyvumas procentais. NL Vetfilteringsefficiëntie. PL Efektywność pochłaniania zanieczyszczeń. PT Eficiência de filtragem de gorduras. RO Eficiența de filtrare a grăsimilor. SK Účinnosť filtrovania mastnôt. SL Učinkovitost filtriranja maščob. ES Eficacia de filtrado de grasa. SV Fettfiltreringseffektivitet. HU Zsírkiszűrési hatékonyság. RU Эффективность жирового фильтра. bbox=[25, 395, 1392, 432]
fiche-row-value: D bbox=[1392, 432, 1511, 470]
fiche-row-description: DE Luftstrom bei minimaler Geschwindigkeit. EN Air flow at minimum speed. IT Flusso d'aria alla potenza minima. FR Débit d'air à la vitesse minimale. BG дебит на въздуха при минимална скорост. CZ Průtok vzduchu při minimální rychlosti dostupné. HR Protok zraka pri minimalnom snagom. DK Luftstrømmen ved minimums hastighed. ET Õhu voolukiirus väikseimal kiirusel kasutusrežiimis. FI Ilmavirta täyteen tehoon tavanomaisessa käytössä. EL η ροή αέρα στην ελάχιστη. LV Gaisa plūsmas ātrums pie minimālā. LT Oro srautas na minimalni za. NL Luchtstroom bij minimum. PL Natężenie przepływu powietrza przy minimalnej wydajności. PT Fluxo de ar na regulação de velocidade mínima. RO Debitul de aer la turația minimă. SK Prúdenie vzduchu pri minimálnej rýchlosti. SL Pretok zraka pri najnižji. ES Flujo de aire en su ajuste mínimo. SV Luftflöde vid minimi. HU Minimális ventilátorsebesség mellett tartozó légáramlásebesség. RU Воздухопоток при минимальной скорости. bbox=[25, 470, 1392, 524]
fiche-row-unit: W bbox=[1511, 907, 1576, 956]
additional-row-description: DE Energieeffizienzindex. EN Energy efficiency index. IT Indice di efficienza energetica. FR Indice d'efficacité énergétique. BG Индекс на енергийна ефективност. CZ Index energetické účinnosti. HR Indeks energetske učinkovitosti. DK Energieffektivitetsindeks. ET Energiatõhususindeks. FI Energiatehokkuusindeksi. EL Δείκτης ενεργειακής απόδοσης. LV Energoefektivitātes indekss. LT Energijos vartojimo efektyvumo indeksas. NL Energie-efficiëntie-index. PL Wskaźnik efektywności energetycznej. PT Índice de eficiência energética. RO Indice de eficiență energetică. SK Index energetickej účinnosti. SL Indeks energijske učinkovitosti. ES Índice de eficiencia energética. SV Energieffektivitetsindex. HU Energiahatékonysági mutató. RU Индекс энергетической эффективности. bbox=[25, 1195, 1297, 1236]
footer-note: HR - Eksploatacione karakteristike sugласno normama: EN 61591; EN 60704-1; EN 60704-2-13; EN 50564. Pomoćna uputstva odnosno načela, koja pozvoljavaju smanjenje negativnog utjecaja na okoliš. Treba primiti maksimalni prečnik kanalizacijskog sustava datog u uputstvu i izbjegavati promjenu presjeka i spajanje koljenima. Podesiti maksimalnu brzinu usisavanja i uključiti funkciju booster, ukoliko će to biti neophodno. Sustav svjetla proizvoda uključivati samo u slučaju potrebe. bbox=[24, 1928, 1575, 1949]
fiche-row-unit bbox=[1511, 432, 1576, 470]
fiche-row-description: DE Klasse für die fluiddynamische Effizienz. EN Fluid dynamic efficiency class. IT Classe di efficienza fluidodinamica. FR Classe d'efficacité fluidodynamique. BG класът на газодинамичната ефективност. CZ Třída účinnosti proudění tekutin. HR Razred tekućinske dinamičke efikasnosti. DK Hydraulisk effektivitetsklasse. ET Aerodünaamilise tõhususe klass. FI Virtausdynaamisen hyötysuhteen luokka. EL η τάξη ρευστοδυναμικής απόδοσης. LV Hidrodinamiskās efektivitātes klase. LT Skysčio dinaminio efektyvumo klasė. NL Hydrodynamische-efficiëntieklasse. PL Klasa wydajności przepływu dynamicznego. PT Classe de eficiência dinâmica dos fluidos. RO Clasa de eficiență fluido-dinamică. SK Trieda účinnosti dynamiky prúdenia. SL Razred učinkovitosti pretoka zraka. ES Clase de eficiencia fluidodinámica. SV Flödesdynamiska effektivitetsklass. HU Hidrodinamikai hatékonysági osztály. RU Класс эффективности динамики газов. bbox=[25, 267, 1392, 313]
additional-row bbox=[25, 1158, 1576, 1195]
footer-note: LT - Eksploatacinės savybės pagal: EN 61591; EN 60704-1; EN 60704-2-13; EN 50564 standartus. Naudingi patarimai, kaip sumažinti neigiamą poveikį aplinkai. Būtina priimti instrukcijoje nurodytą maksimalų kanalizacijos sistemos skersmenį ir vengti skerspjūvio ir alkūninių sujungimų pakeitimų. Nustatyti optimalų siurbimo greitį ir, jei būtina, įjungti booster funkciją. Produkto apšvietimo sistema gali būti įjungiama tik esant būtinybei. bbox=[24, 2058, 1575, 2078]
fiche-row-unit: dB(A) re 1pW bbox=[1511, 786, 1576, 853]
fiche-row bbox=[25, 704, 1576, 786]
additional-info-table bbox=[24, 1125, 1577, 1581]
footer-note: BG - Експлоатационни характеристики съгласно нормите: EN 61591; EN 60704-1; EN 60704-2-13; EN 50564. Полезни инструкции за принципите позволяващи намаляване влиянието върху околната среда. Трябва да се приеме максимален диаметър на канализационния систем посочен в инструкцията, да се избягва промяна на диаметъра и на свързването с тръби фитинги. Задайте скоростта на смукане и включете функцията booster само ако се окаже необходимо. Система на осветлението на продукта включвайте само в случай на необходимостта. bbox=[24, 1885, 1575, 1905]
fiche-row bbox=[25, 907, 1576, 956]
footer-note: ET - Jõudlus kooskõlas standarditega: EN 61591; EN 60704-1; EN 60704-2-13; EN 50564. Kasulikud juhised, mis aitavad vähendada negatiivset mõju keskkonnale. Tuleb arvestada juhendis märgitud maksimaalse kanalisatsioonisüsteemi läbimõõduga ja vältida ristlõike ja põlvliidese muutmist. Seadistage optimaalne kiirus ja lülitage vajadusel sisse funktsioon booster. Toote valgustussüsteem tuleb sisse lülitada ainult siis, kui see on hädavajalik. bbox=[24, 1971, 1575, 1992]
fiche-row-value: 645 bbox=[1392, 524, 1511, 574]
fiche-row-unit: kWh/a bbox=[1511, 127, 1576, 174]
additional-row-value: 258 bbox=[1395, 1511, 1494, 1580]
brand-logo: Kaiser bbox=[1415, 61, 1553, 97]
fiche-row bbox=[25, 313, 1576, 349]
additional-row-unit: Pa bbox=[1494, 1294, 1576, 1351]
footer-note: RO - Capetele conforme cu normele: EN 61591; EN 60704-1; EN 60704-2-13; EN 50564. Instrucțiuni utile cu privire la normele care reduc impactul negativ asupra mediului. Trebuie luat în considerare diametrul maxim al sistemului de canalizare specificat în instrucțiuni, și pentru a evita schimbarea secțiunii și articulațiile de tip cot. Apoi reglați viteza de aspirație și activați funcția booster, dacă este necesar. Sistemul de iluminat al produsului care umează a fi pornit doar atunci când este necesar. bbox=[24, 2144, 1575, 2165]
